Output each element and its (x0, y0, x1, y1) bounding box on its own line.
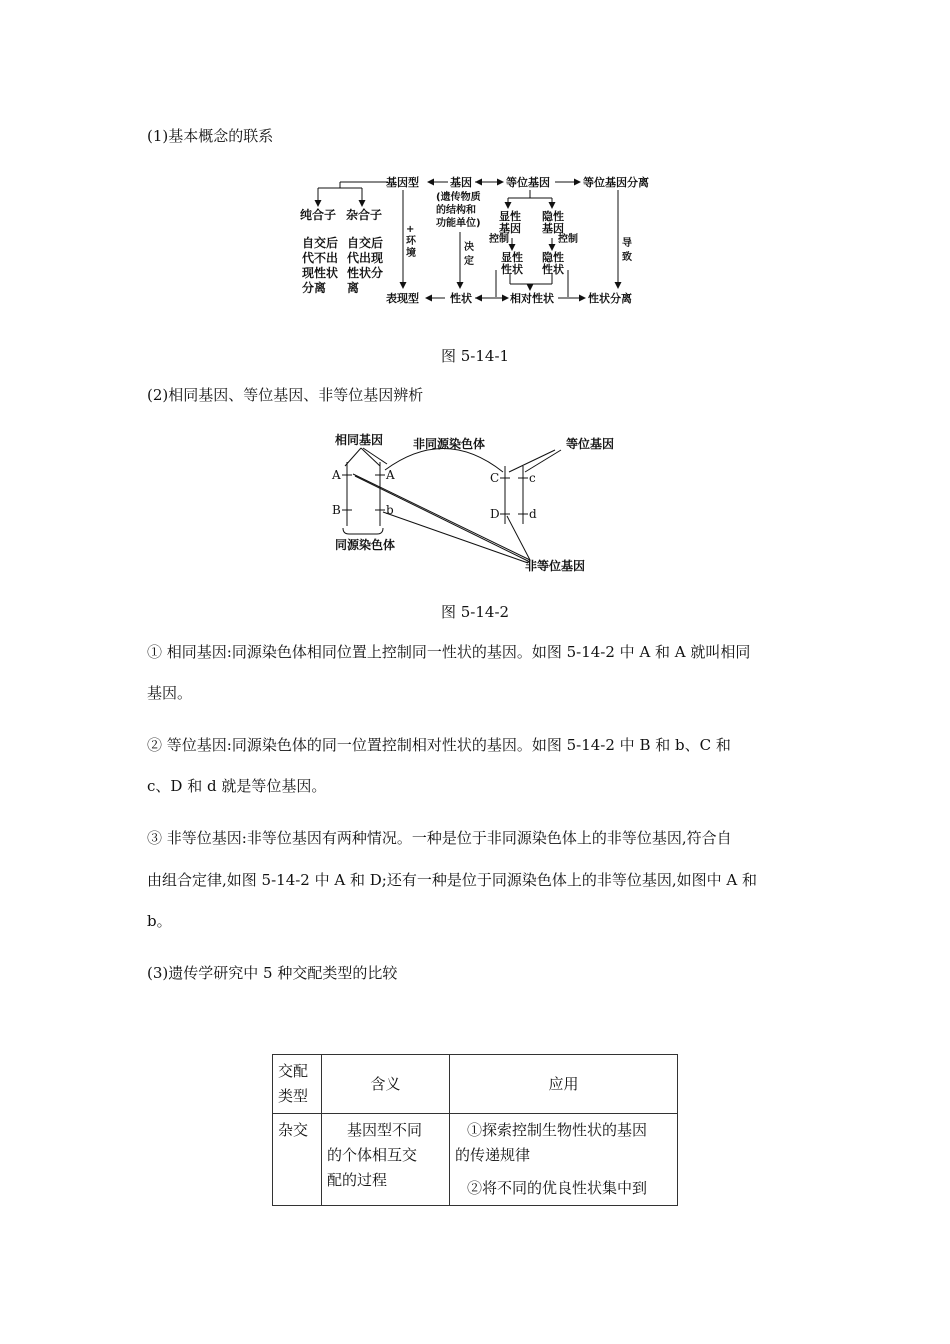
table-header-row (273, 1055, 678, 1114)
section-2-heading: (2)相同基因、等位基因、非等位基因辨析 (147, 386, 424, 404)
label-nonallele: 非等位基因 (525, 559, 586, 573)
gene-D: D (490, 507, 500, 521)
dom-gene-1: 显性 (499, 210, 521, 223)
lead-1: 导 (622, 238, 632, 249)
hetero-desc-1: 自交后 (347, 236, 384, 250)
env-2: 环 (406, 236, 416, 247)
node-trait: 性状 (450, 292, 472, 305)
gene-B: B (332, 503, 341, 517)
rec-trait-2: 性状 (542, 263, 564, 276)
decide-2: 定 (464, 256, 474, 267)
gene-note-1: (遗传物质 (436, 192, 481, 203)
cell-application: ①探索控制生物性状的基因 的传递规律 ②将不同的优良性状集中到 (450, 1114, 678, 1206)
dom-trait-2: 性状 (501, 263, 523, 276)
env-3: 境 (406, 248, 416, 259)
para-2-line-1: ② 等位基因:同源染色体的同一位置控制相对性状的基因。如图 5-14-2 中 B 和 b、C 和 (147, 736, 731, 754)
gene-A-right: A (386, 468, 395, 482)
figure-2-caption: 图 5-14-2 (441, 603, 510, 621)
env-1: + (406, 224, 415, 235)
para-3-line-3: b。 (147, 912, 172, 930)
dom-gene-2: 基因 (499, 222, 521, 235)
gene-C: C (490, 471, 500, 485)
concept-diagram (290, 170, 670, 310)
label-nonhomologous: 非同源染色体 (413, 437, 486, 451)
gene-note-2: 的结构和 (436, 205, 476, 216)
section-1-heading: (1)基本概念的联系 (147, 127, 274, 145)
para-2-line-2: c、D 和 d 就是等位基因。 (147, 777, 327, 795)
mating-types-table (272, 1054, 678, 1206)
node-heterozygote: 杂合子 (346, 208, 383, 222)
cell-meaning: 基因型不同 的个体相互交 配的过程 (322, 1114, 450, 1206)
gene-note-3: 功能单位) (436, 218, 481, 229)
node-homozygote: 纯合子 (300, 208, 337, 222)
control-left: 控制 (489, 234, 509, 245)
homo-desc-1: 自交后 (302, 236, 339, 250)
decide-1: 决 (464, 242, 474, 253)
hetero-desc-3: 性状分 (347, 266, 384, 280)
section-3-heading: (3)遗传学研究中 5 种交配类型的比较 (147, 964, 398, 982)
gene-c: c (529, 471, 536, 485)
homo-desc-4: 分离 (302, 281, 327, 295)
control-right: 控制 (558, 234, 578, 245)
header-meaning: 含义 (322, 1055, 450, 1114)
node-trait-separation: 性状分离 (588, 292, 632, 305)
gene-b: b (386, 503, 394, 517)
gene-d: d (529, 507, 537, 521)
homo-desc-2: 代不出 (302, 251, 339, 265)
para-3-line-1: ③ 非等位基因:非等位基因有两种情况。一种是位于非同源染色体上的非等位基因,符合自 (147, 829, 732, 847)
rec-trait-1: 隐性 (542, 251, 564, 264)
lead-2: 致 (622, 252, 632, 263)
label-allele: 等位基因 (566, 437, 615, 451)
cell-type: 杂交 (273, 1114, 322, 1206)
label-homologous: 同源染色体 (335, 538, 396, 552)
para-1-line-1: ① 相同基因:同源染色体相同位置上控制同一性状的基因。如图 5-14-2 中 A 和 A 就叫相同 (147, 643, 751, 661)
header-application: 应用 (450, 1055, 678, 1114)
rec-gene-2: 基因 (542, 222, 564, 235)
chromosome-diagram (325, 428, 625, 578)
para-1-line-2: 基因。 (147, 684, 193, 702)
header-mating-type: 交配 类型 (273, 1055, 322, 1114)
node-allele: 等位基因 (506, 176, 550, 189)
para-3-line-2: 由组合定律,如图 5-14-2 中 A 和 D;还有一种是位于同源染色体上的非等位基因,如图中 A 和 (147, 871, 757, 889)
rec-gene-1: 隐性 (542, 210, 564, 223)
hetero-desc-4: 离 (347, 281, 360, 295)
node-genotype: 基因型 (386, 176, 419, 189)
node-phenotype: 表现型 (386, 292, 419, 305)
figure-1-caption: 图 5-14-1 (441, 347, 510, 365)
gene-A-left: A (332, 468, 341, 482)
homo-desc-3: 现性状 (302, 266, 339, 280)
table-row (273, 1114, 678, 1206)
node-allele-separation: 等位基因分离 (583, 176, 649, 189)
dom-trait-1: 显性 (501, 251, 523, 264)
hetero-desc-2: 代出现 (347, 251, 384, 265)
node-relative-trait: 相对性状 (510, 292, 554, 305)
label-same-gene: 相同基因 (335, 433, 384, 447)
node-gene: 基因 (450, 176, 472, 189)
